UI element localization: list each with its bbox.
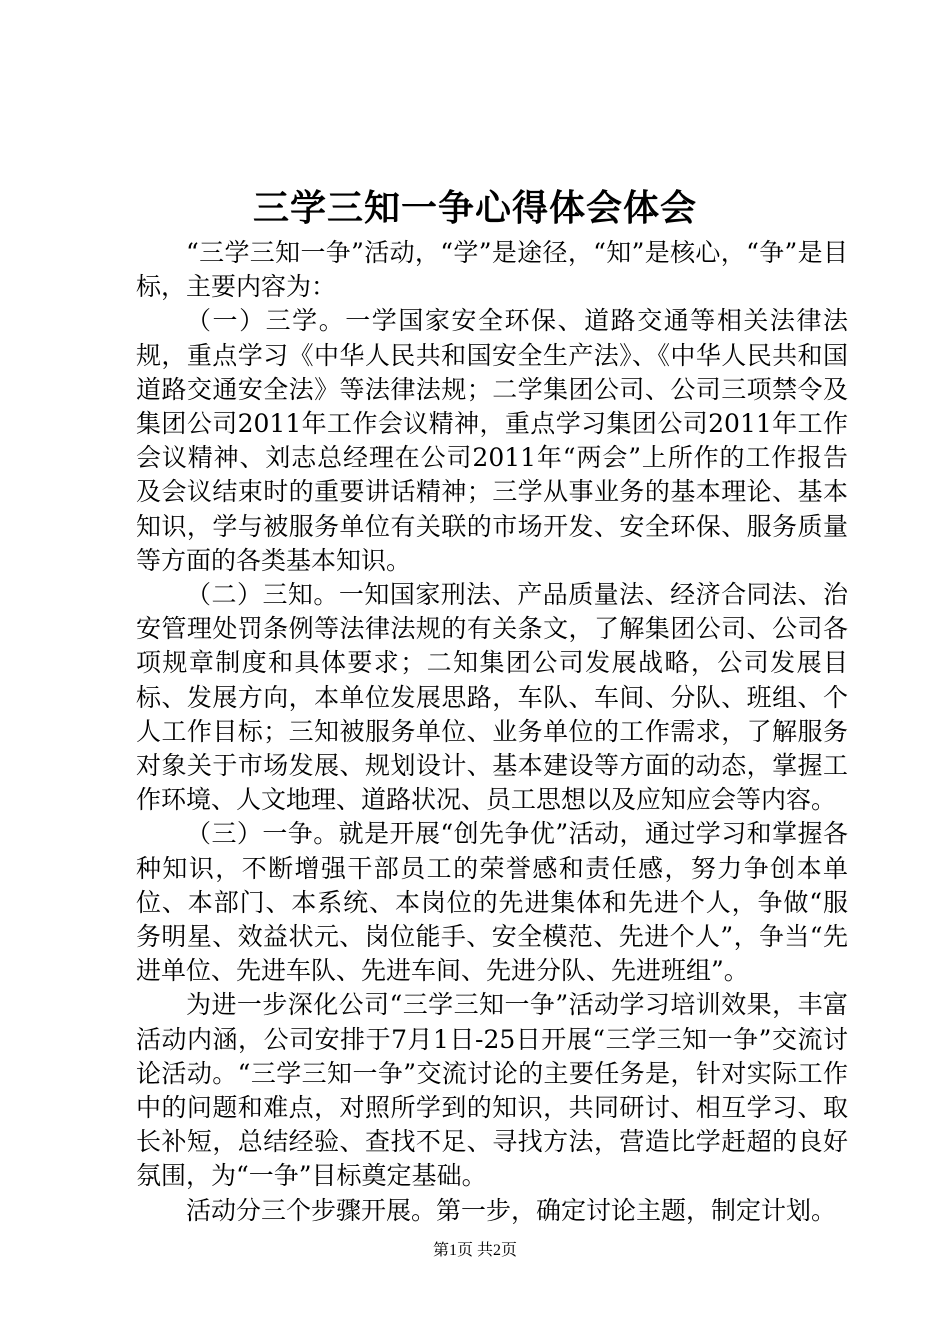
paragraph-three-learn: （一）三学。一学国家安全环保、道路交通等相关法律法规，重点学习《中华人民共和国安全生产法》、《中华人民共和国道路交通安全法》等法律法规；二学集团公司、公司三项禁令及集团公司2011年工作会议精神，重点学习集团公司2011年工作会议精神、刘志总经理在公司2011年“两会”上所作的工作报告及会议结束时的重要讲话精神；三学从事业务的基本理论、基本知识，学与被服务单位有关联的市场开发、安全环保、服务质量等方面的各类基本知识。: [136, 306, 848, 575]
paragraph-steps: 活动分三个步骤开展。第一步，确定讨论主题，制定计划。: [186, 1195, 837, 1225]
paragraph-three-know: （二）三知。一知国家刑法、产品质量法、经济合同法、治安管理处罚条例等法律法规的有关条文，了解集团公司、公司各项规章制度和具体要求；二知集团公司发展战略，公司发展目标、发展方向，本单位发展思路，车队、车间、分队、班组、个人工作目标；三知被服务单位、业务单位的工作需求，了解服务对象关于市场发展、规划设计、基本建设等方面的动态，掌握工作环境、人文地理、道路状况、员工思想以及应知应会等内容。: [136, 580, 848, 815]
page-number: 第1页 共2页: [432, 1242, 517, 1259]
paragraph-one-strive: （三）一争。就是开展“创先争优”活动，通过学习和掌握各种知识，不断增强干部员工的荣誉感和责任感，努力争创本单位、本部门、本系统、本岗位的先进集体和先进个人，争做“服务明星、效益状元、岗位能手、安全模范、先进个人”，争当“先进单位、先进车队、先进车间、先进分队、先进班组”。: [136, 819, 848, 986]
paragraph-activity-plan: 为进一步深化公司“三学三知一争”活动学习培训效果，丰富活动内涵，公司安排于7月1日-25日开展“三学三知一争”交流讨论活动。“三学三知一争”交流讨论的主要任务是，针对实际工作中的问题和难点，对照所学到的知识，共同研讨、相互学习、取长补短，总结经验、查找不足、寻找方法，营造比学赶超的良好氛围，为“一争”目标奠定基础。: [136, 990, 848, 1191]
document-title: 三学三知一争心得体会体会: [252, 188, 697, 229]
document-body: [136, 236, 848, 1228]
paragraph-intro: “三学三知一争”活动，“学”是途径，“知”是核心，“争”是目标，主要内容为：: [136, 238, 848, 302]
